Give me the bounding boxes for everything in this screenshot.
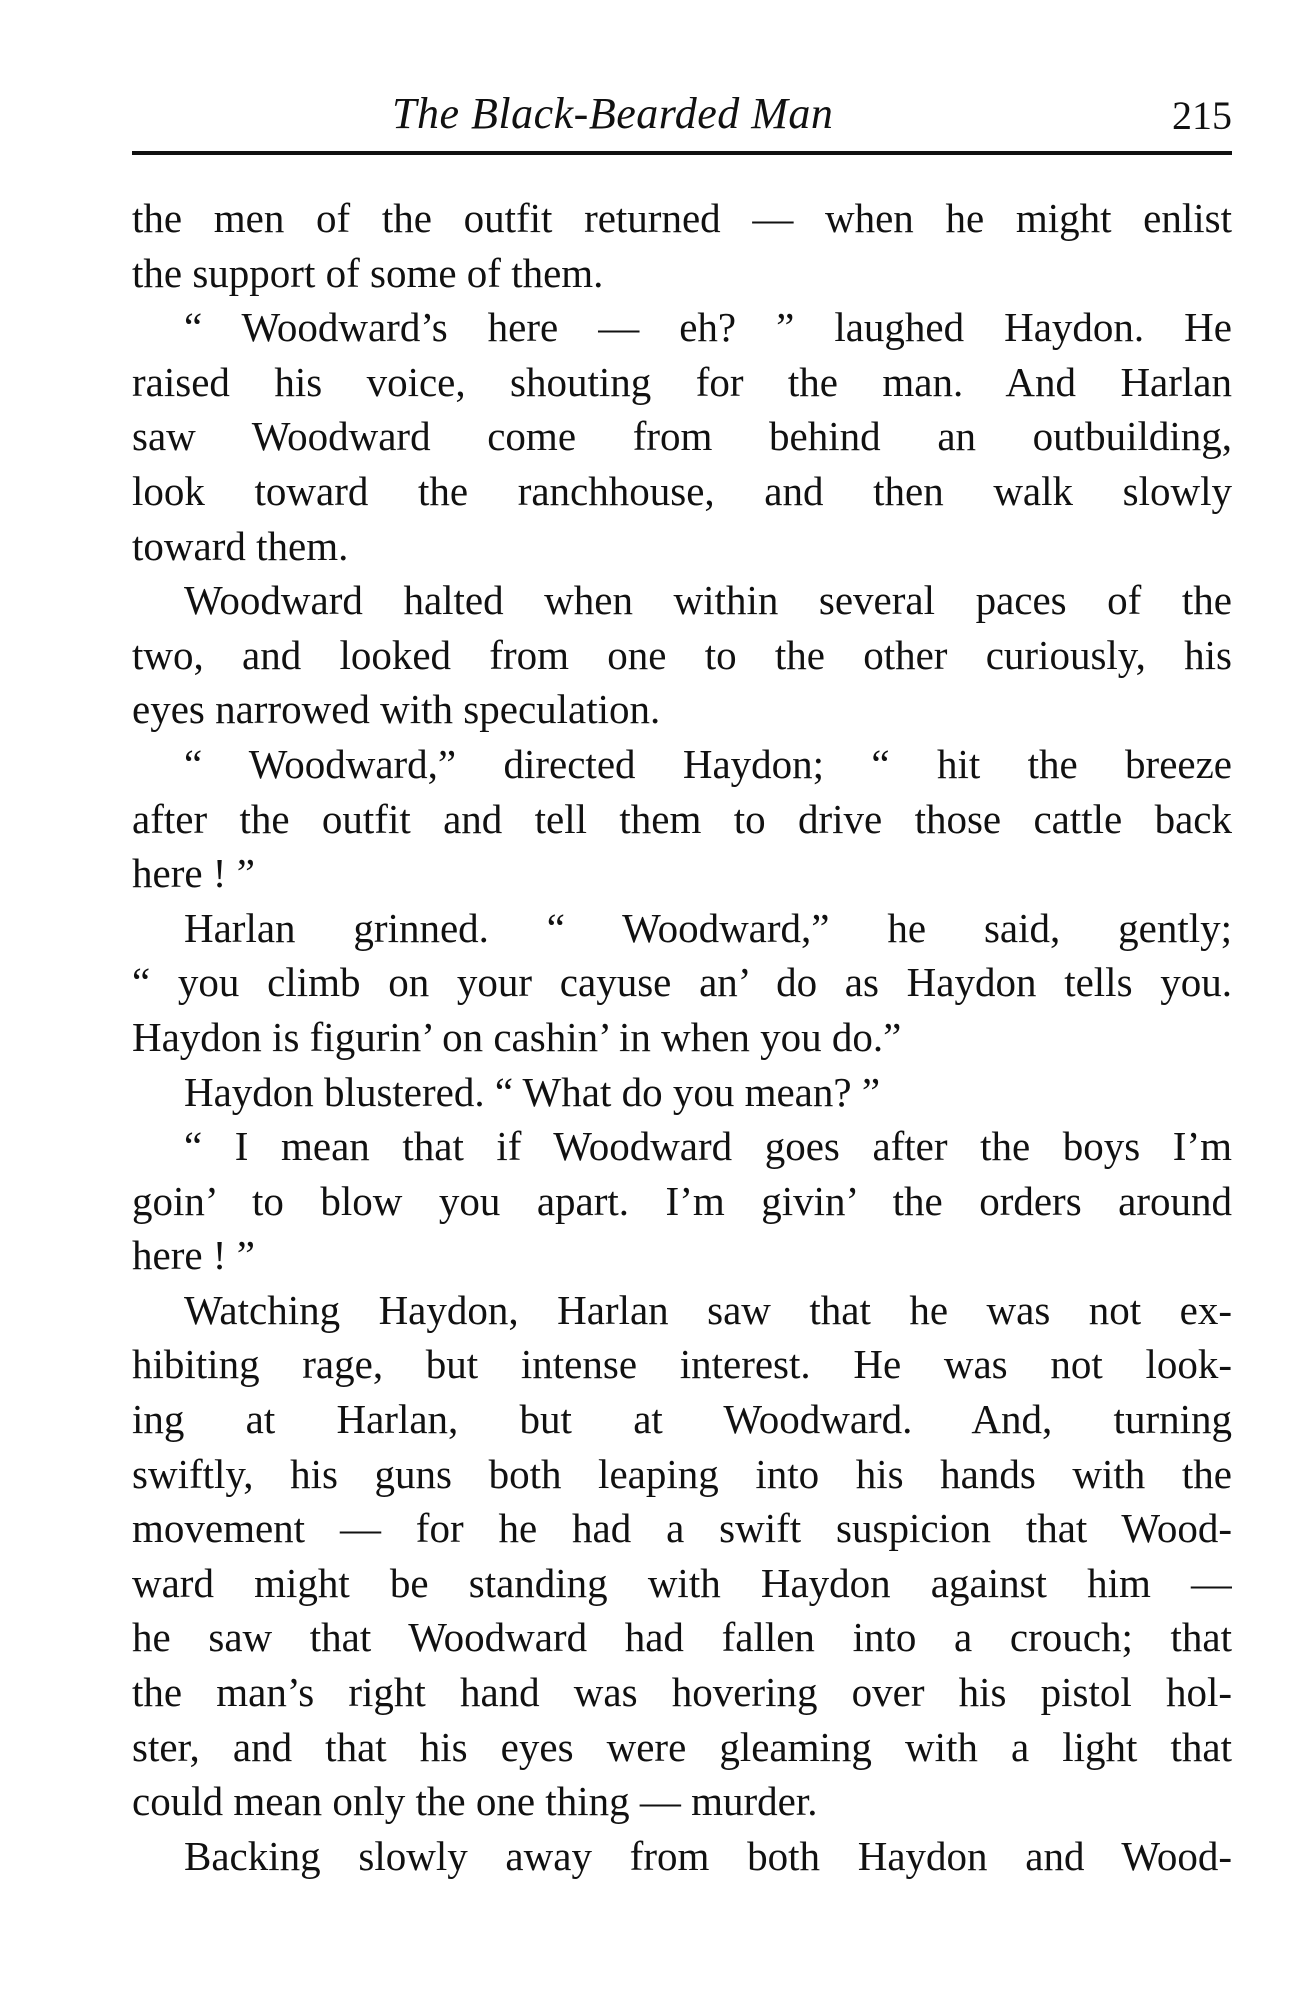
page-header <box>132 88 1232 150</box>
text-line: goin’ to blow you apart. I’m givin’ the orders around <box>132 1177 1232 1224</box>
text-line: Haydon is figurin’ on cashin’ in when you do.” <box>132 1013 902 1060</box>
text-line: Woodward halted when within several paces of the <box>184 577 1232 624</box>
text-line: hibiting rage, but intense interest. He was not look- <box>132 1341 1232 1388</box>
text-line: ster, and that his eyes were gleaming with a light that <box>132 1723 1232 1770</box>
text-line: here ! ” <box>132 1232 255 1279</box>
running-title: The Black-Bearded Man <box>392 89 834 138</box>
text-line: “ Woodward,” directed Haydon; “ hit the breeze <box>184 740 1232 787</box>
text-line: Haydon blustered. “ What do you mean? ” <box>184 1068 881 1115</box>
text-line: could mean only the one thing — murder. <box>132 1778 818 1825</box>
text-line: here ! ” <box>132 850 255 897</box>
text-line: ward might be standing with Haydon against him — <box>132 1559 1232 1606</box>
text-line: saw Woodward come from behind an outbuilding, <box>132 413 1232 460</box>
text-line: “ I mean that if Woodward goes after the boys I’m <box>184 1123 1232 1170</box>
text-line: Backing slowly away from both Haydon and Wood- <box>184 1832 1232 1879</box>
text-line: Watching Haydon, Harlan saw that he was not ex- <box>184 1286 1232 1333</box>
text-line: he saw that Woodward had fallen into a crouch; that <box>132 1614 1232 1661</box>
text-line: “ Woodward’s here — eh? ” laughed Haydon. He <box>184 304 1232 351</box>
body-text <box>132 191 1232 1883</box>
text-line: movement — for he had a swift suspicion that Wood- <box>132 1505 1232 1552</box>
page-number: 215 <box>1172 93 1232 138</box>
text-line: eyes narrowed with speculation. <box>132 686 661 733</box>
text-line: ing at Harlan, but at Woodward. And, turning <box>132 1396 1232 1443</box>
text-line: the man’s right hand was hovering over his pistol hol- <box>132 1669 1232 1716</box>
header-rule <box>132 151 1232 155</box>
text-line: swiftly, his guns both leaping into his hands with the <box>132 1450 1232 1497</box>
text-line: look toward the ranchhouse, and then walk slowly <box>132 467 1232 514</box>
text-line: the support of some of them. <box>132 249 604 296</box>
text-line: toward them. <box>132 522 349 569</box>
text-line: after the outfit and tell them to drive those cattle back <box>132 795 1232 842</box>
text-line: the men of the outfit returned — when he might enlist <box>132 195 1232 241</box>
text-line: two, and looked from one to the other curiously, his <box>132 631 1232 678</box>
text-line: Harlan grinned. “ Woodward,” he said, gently; <box>184 904 1232 951</box>
text-line: raised his voice, shouting for the man. And Harlan <box>132 358 1232 405</box>
text-line: “ you climb on your cayuse an’ do as Haydon tells you. <box>132 959 1232 1006</box>
